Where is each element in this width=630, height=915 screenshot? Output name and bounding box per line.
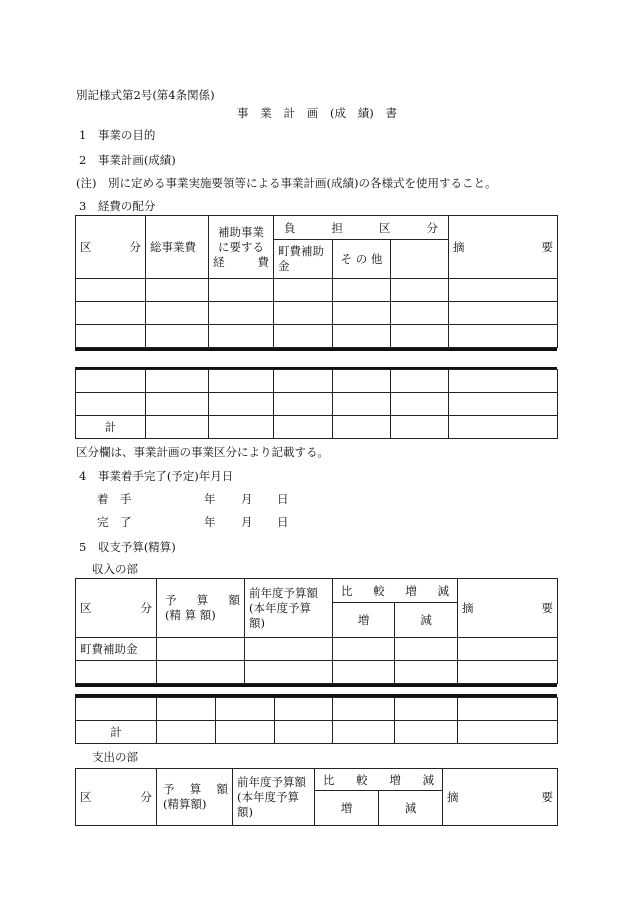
header-remarks: 摘 要 [449,216,558,279]
header-subsidy-line1: 補助事業 [218,224,264,239]
table-cell [76,302,146,325]
title-char: 業 [260,106,272,120]
table-cell [146,302,209,325]
table-cell [458,698,558,721]
header-prev-budget [245,579,333,638]
table-cell [76,698,157,721]
header-burden-split: 負 担 区 分 [274,216,449,240]
form-reference: 別記様式第2号(第4条関係) [76,88,215,102]
end-day: 日 [277,515,289,529]
table-cell [333,279,391,302]
income-row-town-subsidy: 町費補助金 [76,638,157,661]
document-title [237,106,397,120]
table-cell [333,393,391,416]
table-cell [274,279,333,302]
table-cell [274,302,333,325]
start-day: 日 [277,492,289,506]
table-cell [146,279,209,302]
expense-allocation-table-continued [75,369,558,439]
table-cell [157,638,245,661]
header-increase: 増 [315,791,379,826]
table-cell [391,370,449,393]
table-cell [458,721,558,744]
section-3-heading: 3 経費の配分 [79,199,156,213]
table-cell [458,638,558,661]
header-comparison: 比 較 増 減 [315,769,443,791]
end-month: 月 [241,515,253,529]
table-cell [333,325,391,348]
header-remarks: 摘 要 [458,579,558,638]
start-month: 月 [241,492,253,506]
start-label: 着 手 [97,492,132,506]
expense-allocation-table [75,215,558,348]
header-budget [157,769,233,826]
section-5-heading: 5 収支予算(精算) [79,540,176,554]
table-cell [395,721,458,744]
section-1-heading: 1 事業の目的 [79,128,156,142]
header-comparison: 比 較 増 減 [333,579,458,603]
header-prev-sub: (本年度予算 額) [249,600,311,630]
end-label: 完 了 [97,515,132,529]
header-decrease: 減 [379,791,443,826]
table-break-line [75,348,557,351]
header-prev-sub: (本年度予算 額) [237,789,299,819]
start-year: 年 [204,492,216,506]
header-budget [157,579,245,638]
table-cell [274,370,333,393]
expense-label: 支出の部 [92,750,138,764]
income-label: 収入の部 [92,562,138,576]
note-text: (注) 別に定める事業実施要領等による事業計画(成績)の各様式を使用すること。 [76,176,497,190]
header-kubun: 区 分 [76,216,146,279]
table-cell [333,638,395,661]
table-cell [449,325,558,348]
header-budget-main: 予 算 額 [163,782,228,796]
table-cell [395,661,458,684]
title-char: (成 [330,106,346,120]
table-cell [449,393,558,416]
table-cell [245,638,333,661]
header-kubun: 区 分 [76,769,157,826]
header-remarks: 摘 要 [443,769,558,826]
income-table-continued [75,697,558,744]
table-cell [76,393,146,416]
total-row-label: 計 [76,416,146,439]
table-cell [391,416,449,439]
end-year: 年 [204,515,216,529]
total-row-label: 計 [76,721,157,744]
table-cell [449,370,558,393]
income-table [75,578,558,684]
table-cell [391,302,449,325]
header-budget-sub: (精算額) [163,797,207,811]
section-4-heading: 4 事業着手完了(予定)年月日 [79,469,234,483]
table-cell [275,698,333,721]
table-cell [216,721,275,744]
header-blank [391,240,449,279]
header-subsidy-cost [209,216,274,279]
table-cell [449,416,558,439]
header-town-subsidy: 町費補助 金 [274,240,333,279]
header-prev-main: 前年度予算額 [237,774,306,789]
header-decrease: 減 [395,603,458,638]
table-cell [146,325,209,348]
header-budget-main: 予 算 額 [165,593,240,607]
expenditure-table [75,768,558,826]
table-cell [157,661,245,684]
table-cell [333,661,395,684]
title-char: 画 [306,106,319,120]
table-cell [391,393,449,416]
table-cell [274,416,333,439]
table-cell [274,393,333,416]
table-cell [458,661,558,684]
table-cell [209,393,274,416]
table-cell [146,370,209,393]
table-cell [76,661,157,684]
title-char: 書 [385,106,397,120]
table-cell [209,325,274,348]
header-subsidy-line3: 経 費 [213,254,269,269]
table-cell [209,302,274,325]
header-subsidy-line2: に要する [218,239,264,254]
table-cell [209,279,274,302]
header-total-cost: 総事業費 [146,216,209,279]
table-cell [76,370,146,393]
table-cell [245,661,333,684]
section-2-heading: 2 事業計画(成績) [79,153,176,167]
table-cell [333,416,391,439]
table-cell [333,370,391,393]
table-cell [146,416,209,439]
table-cell [216,698,275,721]
table-cell [157,721,216,744]
table-cell [395,638,458,661]
table-cell [449,279,558,302]
header-increase: 増 [333,603,395,638]
table-cell [333,721,395,744]
title-char: 績) [357,106,374,120]
table-cell [157,698,216,721]
header-prev-budget [233,769,315,826]
header-kubun: 区 分 [76,579,157,638]
table-cell [76,279,146,302]
title-char: 事 [237,106,249,120]
header-other: そ の 他 [333,240,391,279]
table-cell [333,302,391,325]
table-cell [275,721,333,744]
table-cell [76,325,146,348]
table-cell [395,698,458,721]
table-cell [209,416,274,439]
header-prev-main: 前年度予算額 [249,585,318,600]
table-cell [391,325,449,348]
table-cell [333,698,395,721]
table-break-line [75,684,557,687]
table-cell [274,325,333,348]
table-cell [449,302,558,325]
table-cell [209,370,274,393]
title-char: 計 [283,106,295,120]
header-budget-sub: (精 算 額) [165,608,216,622]
kubun-note: 区分欄は、事業計画の事業区分により記載する。 [76,445,329,459]
table-cell [146,393,209,416]
table-cell [391,279,449,302]
